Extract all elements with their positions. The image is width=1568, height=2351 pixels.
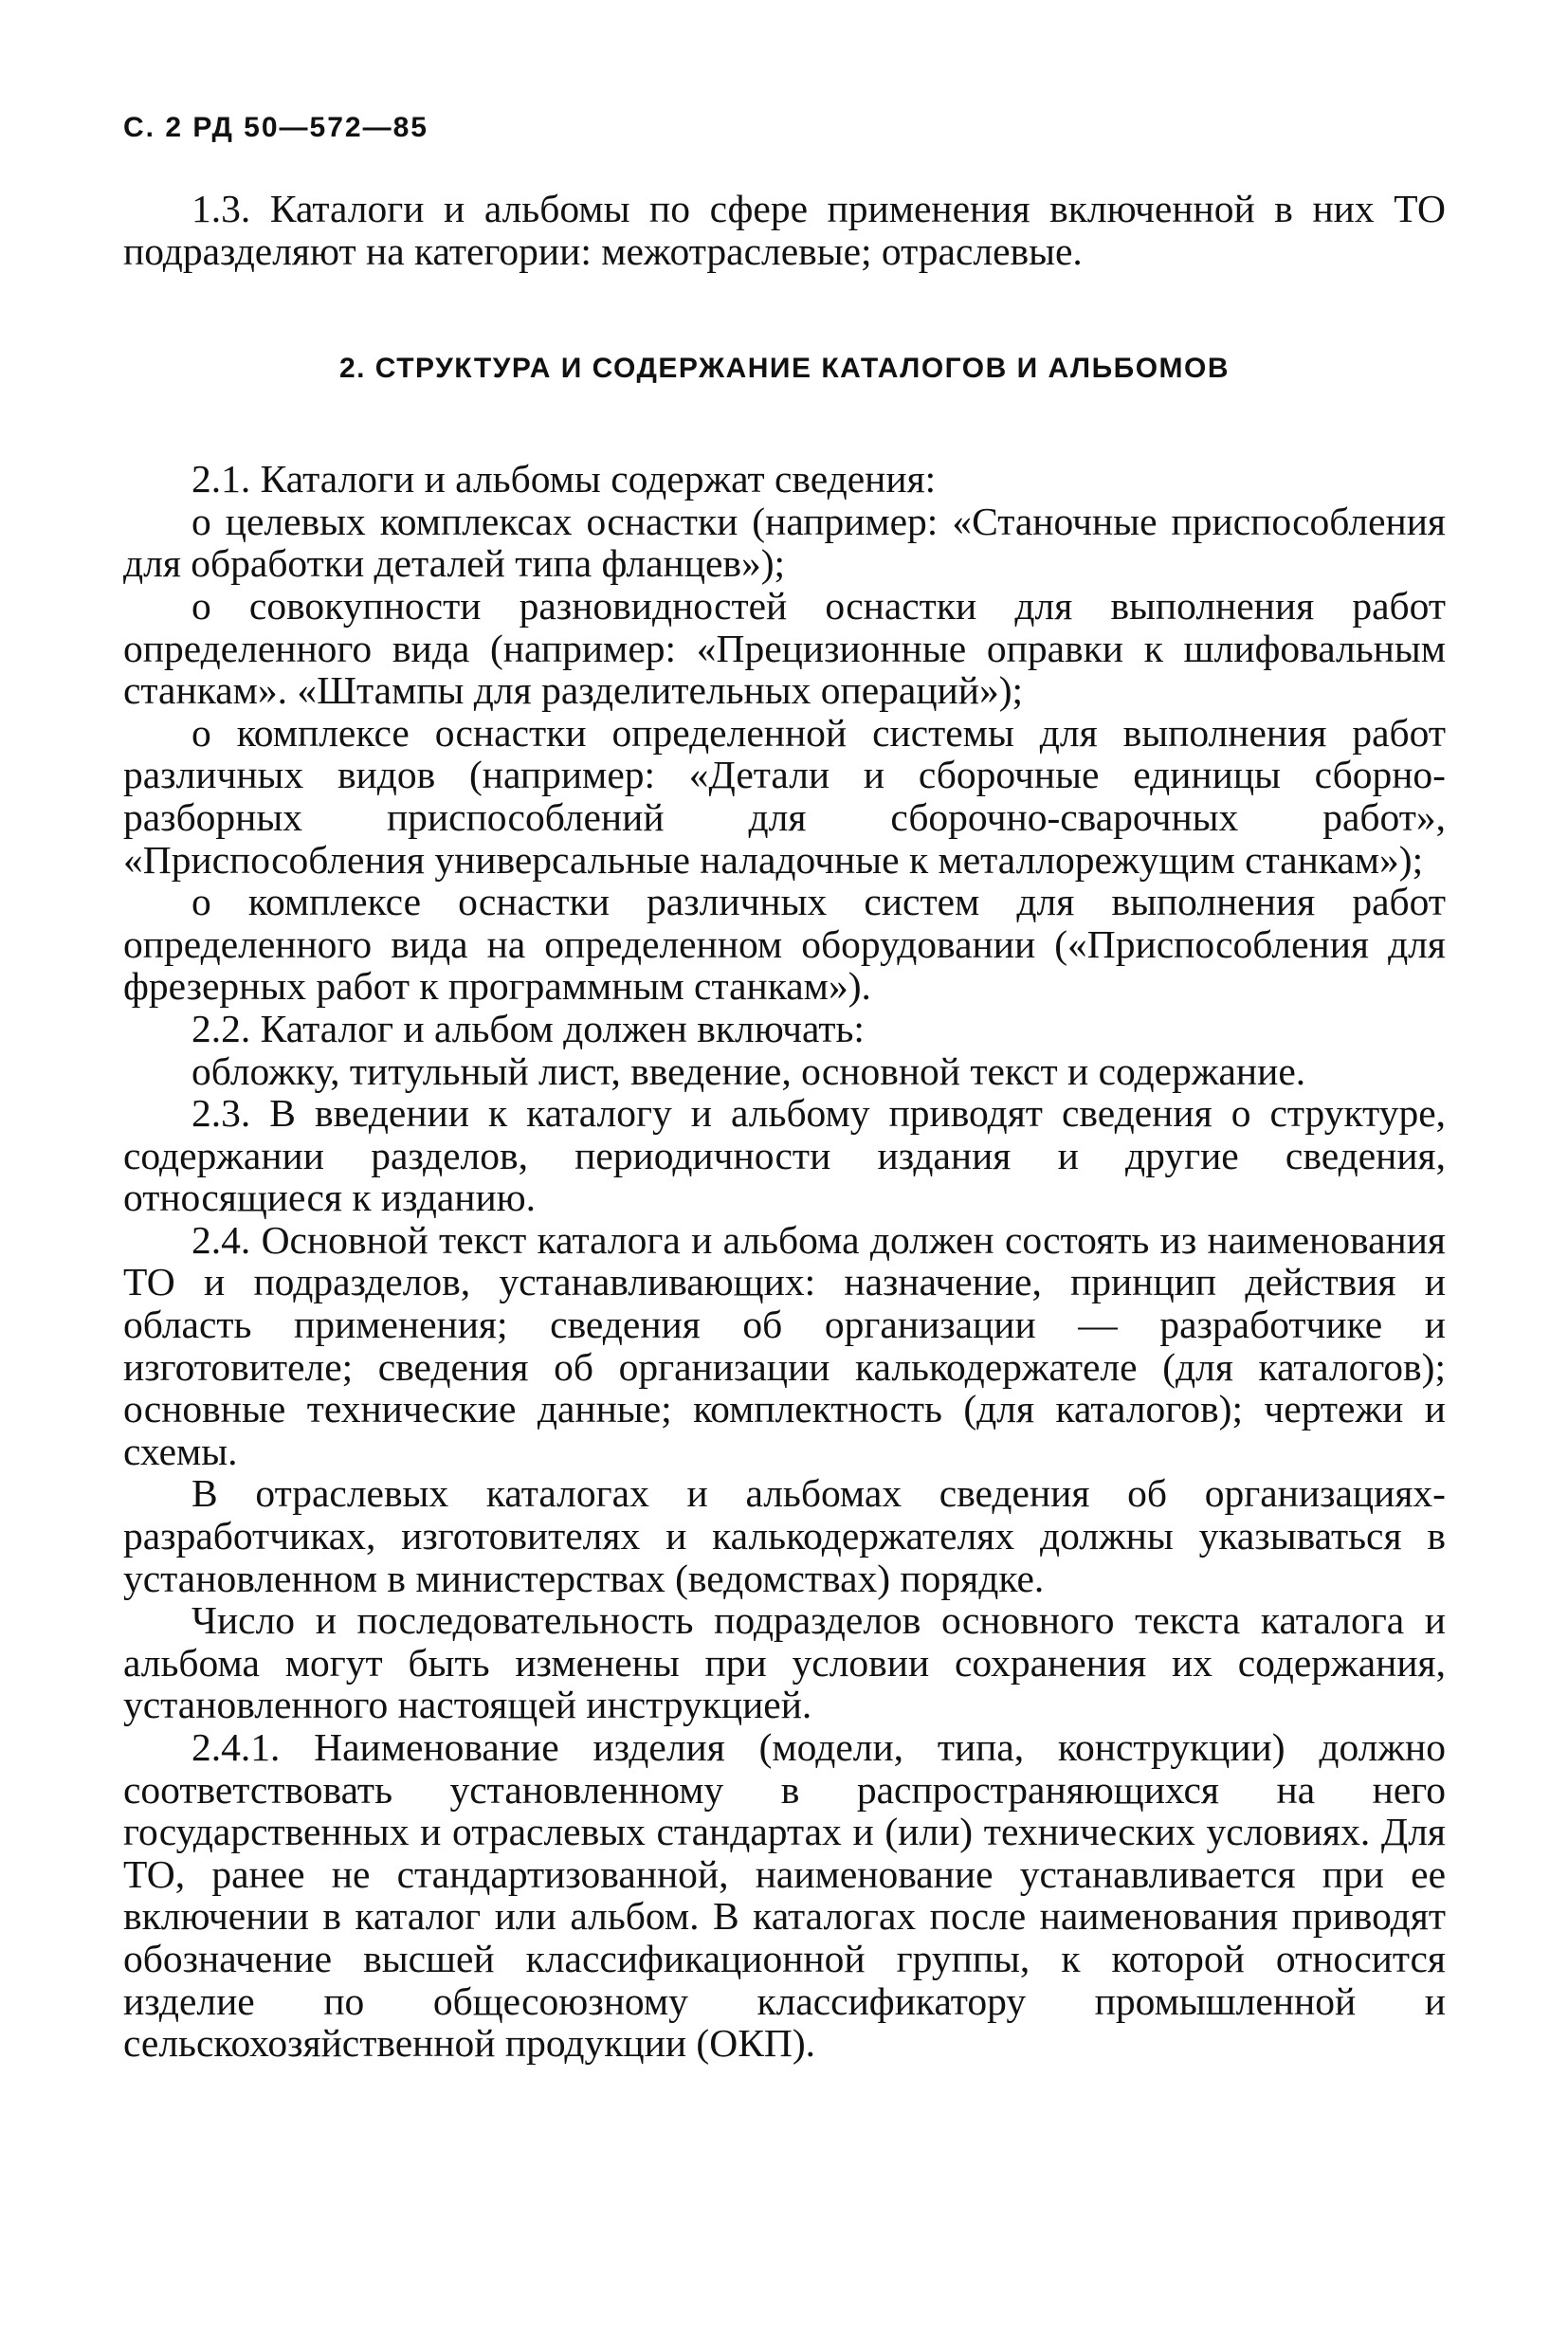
paragraph-2-3: 2.3. В введении к каталогу и альбому приводят сведения о структуре, содержании разделов, периодичности издания и другие сведения, относящиеся к изданию.: [123, 1091, 1446, 1220]
running-header: С. 2 РД 50—572—85: [123, 112, 428, 143]
paragraph-2-4: 2.4. Основной текст каталога и альбома должен состоять из наименования ТО и подразделов, устанавливающих: назначение, принцип действия и область применения; сведения об организации — разработчике и изготовителе; сведения об организации калькодержателе (для каталогов); основные технические данные; комплектность (для каталогов); чертежи и схемы.: [123, 1217, 1446, 1473]
paragraph-2-4-industry: В отраслевых каталогах и альбомах сведения об организациях-разработчиках, изготовителях и калькодержателях должны указываться в установленном в министерствах (ведомствах) порядке.: [123, 1471, 1446, 1600]
list-item-single-system: о комплексе оснастки определенной системы для выполнения работ различных видов (например: «Детали и сборочные единицы сборно-разборных приспособлений для сборочно-сварочных работ», «Приспособления универсальные наладочные к металлорежущим станкам»);: [123, 710, 1446, 882]
list-item-variety-set: о совокупности разновидностей оснастки для выполнения работ определенного вида (например: «Прецизионные оправки к шлифовальным станкам». «Штампы для разделительных операций»);: [123, 583, 1446, 713]
paragraph-2-2: 2.2. Каталог и альбом должен включать:: [191, 1006, 865, 1050]
paragraph-2-1: 2.1. Каталоги и альбомы содержат сведения:: [191, 457, 937, 501]
paragraph-1-3: 1.3. Каталоги и альбомы по сфере применения включенной в них ТО подразделяют на категории: межотраслевые; отраслевые.: [123, 187, 1446, 273]
paragraph-2-2-contents: обложку, титульный лист, введение, основной текст и содержание.: [191, 1048, 1306, 1093]
paragraph-2-4-order: Число и последовательность подразделов основного текста каталога и альбома могут быть изменены при условии сохранения их содержания, установленного настоящей инструкцией.: [123, 1598, 1446, 1727]
list-item-target-complexes: о целевых комплексах оснастки (например: «Станочные приспособления для обработки деталей типа фланцев»);: [123, 499, 1446, 586]
list-item-multiple-systems: о комплексе оснастки различных систем для выполнения работ определенного вида на определенном оборудовании («Приспособления для фрезерных работ к программным станкам»).: [123, 880, 1446, 1009]
section-heading: 2. СТРУКТУРА И СОДЕРЖАНИЕ КАТАЛОГОВ И АЛЬБОМОВ: [338, 353, 1231, 385]
document-body: [123, 188, 1446, 2065]
paragraph-2-4-1: 2.4.1. Наименование изделия (модели, типа, конструкции) должно соответствовать установленному в распространяющихся на него государственных и отраслевых стандартах и (или) технических условиях. Для ТО, ранее не стандартизованной, наименование устанавливается при ее включении в каталог или альбом. В каталогах после наименования приводят обозначение высшей классификационной группы, к которой относится изделие по общесоюзному классификатору промышленной и сельскохозяйственной продукции (ОКП).: [123, 1725, 1446, 2066]
